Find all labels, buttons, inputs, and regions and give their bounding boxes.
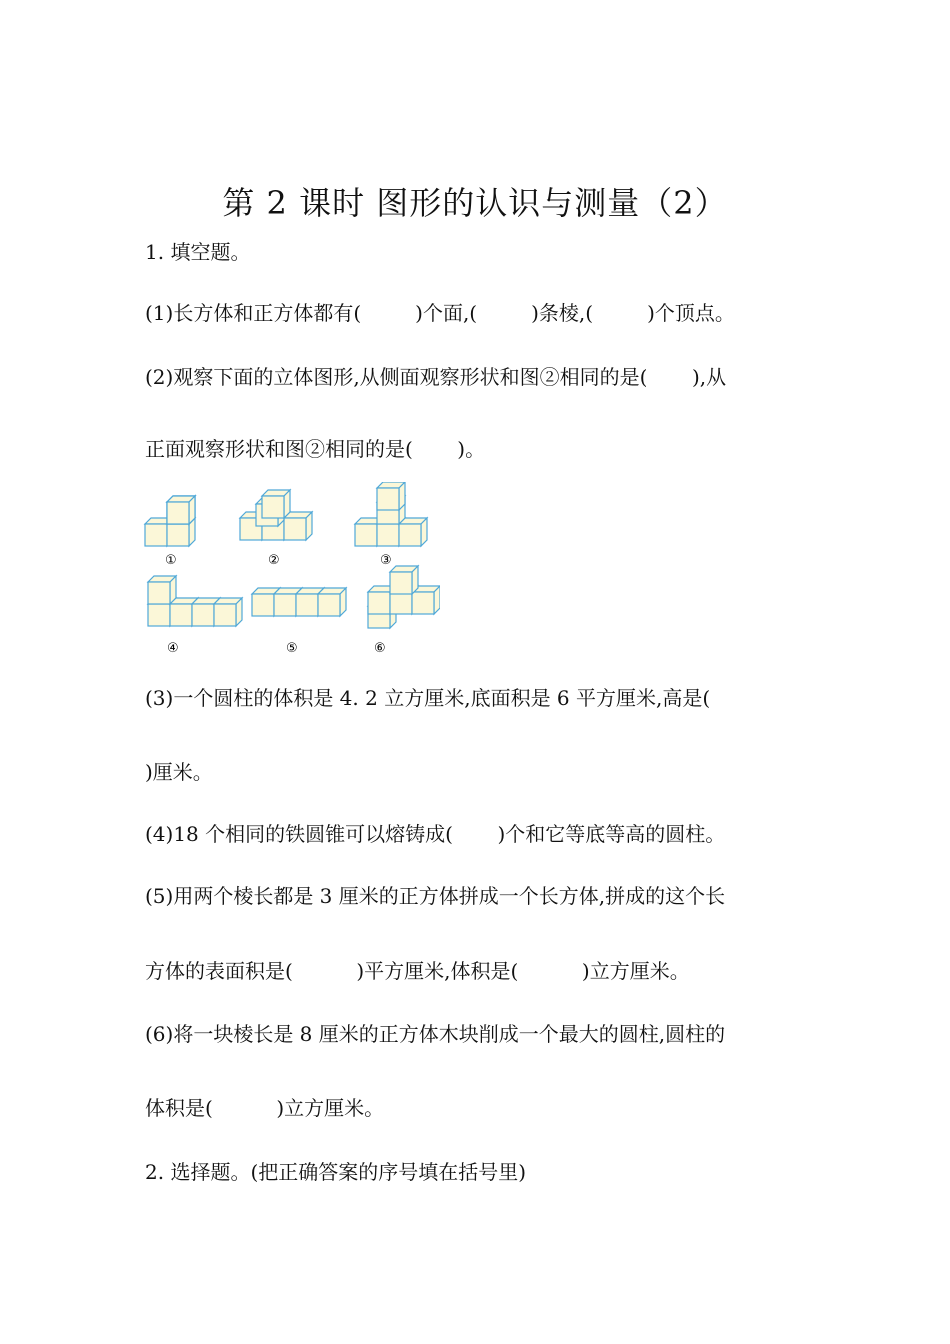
figure-label-3: ③ (380, 553, 392, 568)
figure-label-5: ⑤ (286, 641, 298, 656)
question-3-line2: )厘米。 (145, 760, 213, 784)
cube (377, 482, 405, 510)
figure-label-2: ② (268, 553, 280, 568)
cube (167, 496, 195, 524)
question-2-line1: (2)观察下面的立体图形,从侧面观察形状和图②相同的是( ),从 (145, 365, 727, 389)
question-5-line1: (5)用两个棱长都是 3 厘米的正方体拼成一个长方体,拼成的这个长 (145, 884, 726, 908)
question-5-line2: 方体的表面积是( )平方厘米,体积是( )立方厘米。 (145, 959, 690, 983)
figure-label-6: ⑥ (374, 641, 386, 656)
question-4: (4)18 个相同的铁圆锥可以熔铸成( )个和它等底等高的圆柱。 (145, 822, 726, 846)
cube (148, 576, 176, 604)
cube-figures (140, 482, 440, 662)
figure-label-4: ④ (167, 641, 179, 656)
cube (284, 512, 312, 540)
question-2-line2: 正面观察形状和图②相同的是( )。 (145, 437, 486, 461)
cube (214, 598, 242, 626)
section1-heading: 1. 填空题。 (145, 240, 251, 264)
cube (390, 566, 418, 594)
cube (399, 518, 427, 546)
section2-heading: 2. 选择题。(把正确答案的序号填在括号里) (145, 1160, 527, 1184)
cube (262, 490, 290, 518)
cube (318, 588, 346, 616)
question-1: (1)长方体和正方体都有( )个面,( )条棱,( )个顶点。 (145, 301, 735, 325)
page-title: 第 2 课时 图形的认识与测量（2） (222, 184, 728, 222)
figure-label-1: ① (165, 553, 177, 568)
question-3-line1: (3)一个圆柱的体积是 4. 2 立方厘米,底面积是 6 平方厘米,高是( (145, 686, 711, 710)
question-6-line2: 体积是( )立方厘米。 (145, 1096, 385, 1120)
question-6-line1: (6)将一块棱长是 8 厘米的正方体木块削成一个最大的圆柱,圆柱的 (145, 1022, 726, 1046)
figure-group (145, 482, 440, 628)
